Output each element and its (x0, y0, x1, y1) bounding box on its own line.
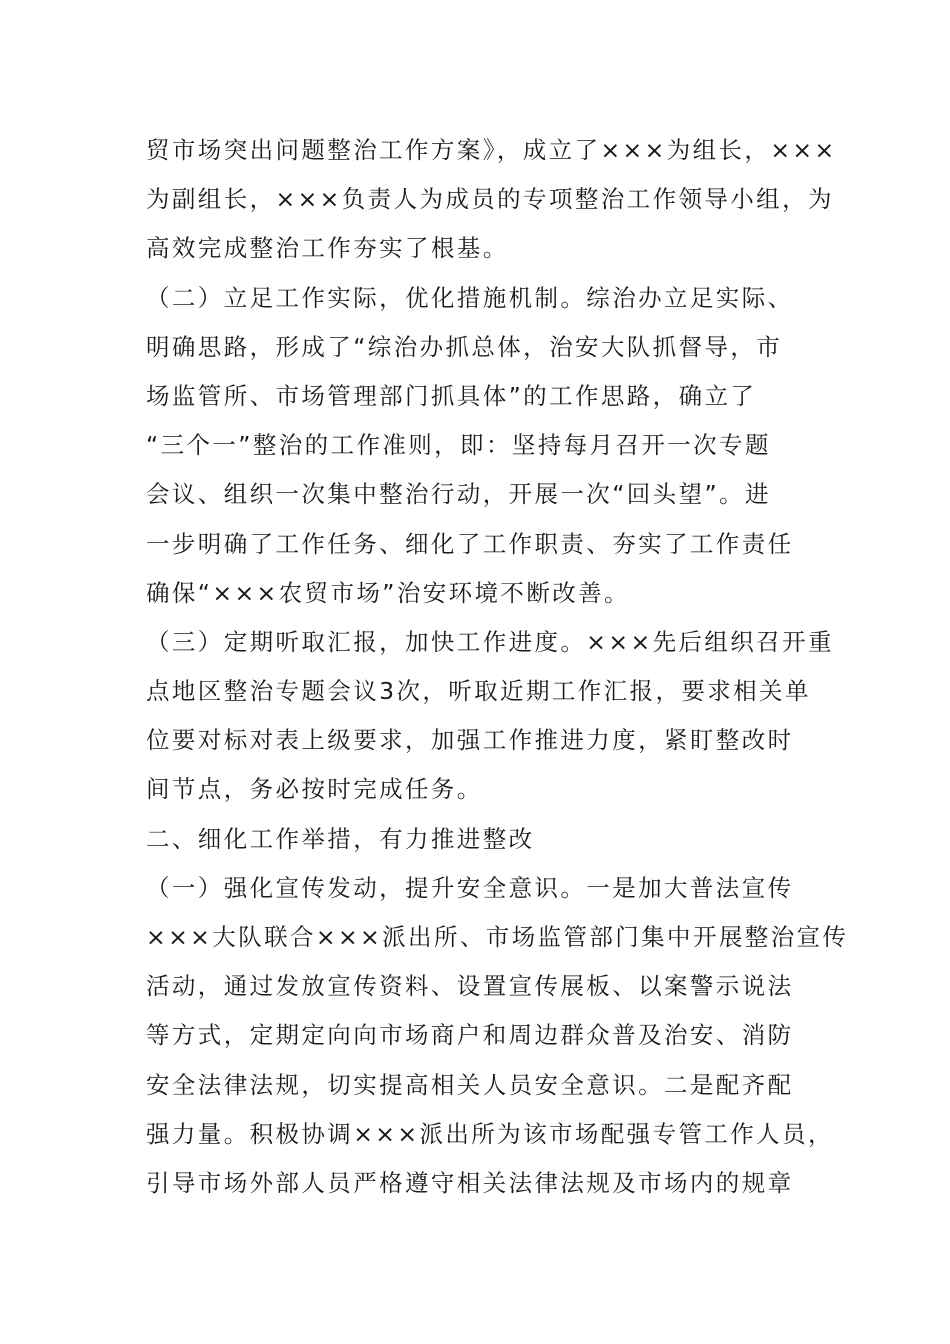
text-line-22: 引导市场外部人员严格遵守相关法律法规及市场内的规章 (146, 1168, 794, 1197)
text-line-3: 高效完成整治工作夯实了根基。 (146, 234, 509, 263)
text-line-2: 为副组长，×××负责人为成员的专项整治工作领导小组，为 (146, 185, 834, 214)
text-line-18: 活动，通过发放宣传资料、设置宣传展板、以案警示说法 (146, 972, 794, 1001)
text-line-19: 等方式，定期定向向市场商户和周边群众普及治安、消防 (146, 1021, 794, 1050)
text-line-6: 场监管所、市场管理部门抓具体”的工作思路，确立了 (146, 381, 757, 410)
text-line-4: （二）立足工作实际，优化措施机制。综治办立足实际、 (146, 283, 794, 312)
text-line-11: （三）定期听取汇报，加快工作进度。×××先后组织召开重 (146, 627, 834, 656)
document-body (146, 126, 849, 1208)
text-line-8: 会议、组织一次集中整治行动，开展一次“回头望”。进 (146, 480, 771, 509)
section-heading: 二、细化工作举措，有力推进整改 (146, 824, 535, 853)
text-line-14: 间节点，务必按时完成任务。 (146, 775, 483, 804)
text-line-1: 贸市场突出问题整治工作方案》，成立了×××为组长，××× (146, 136, 837, 164)
text-line-10: 确保“×××农贸市场”治安环境不断改善。 (146, 578, 630, 607)
text-line-5: 明确思路，形成了“综治办抓总体，治安大队抓督导，市 (146, 332, 783, 361)
text-line-13: 位要对标对表上级要求，加强工作推进力度，紧盯整改时 (146, 726, 794, 755)
text-line-21: 强力量。积极协调×××派出所为该市场配强专管工作人员， (146, 1119, 834, 1148)
text-line-12: 点地区整治专题会议3次，听取近期工作汇报，要求相关单 (146, 677, 811, 706)
text-line-9: 一步明确了工作任务、细化了工作职责、夯实了工作责任 (146, 529, 794, 558)
text-line-20: 安全法律法规，切实提高相关人员安全意识。二是配齐配 (146, 1070, 794, 1099)
text-line-7: “三个一”整治的工作准则，即：坚持每月召开一次专题 (146, 431, 771, 460)
text-line-16: （一）强化宣传发动，提升安全意识。一是加大普法宣传 (146, 873, 794, 902)
text-line-17: ×××大队联合×××派出所、市场监管部门集中开展整治宣传 (146, 923, 849, 951)
